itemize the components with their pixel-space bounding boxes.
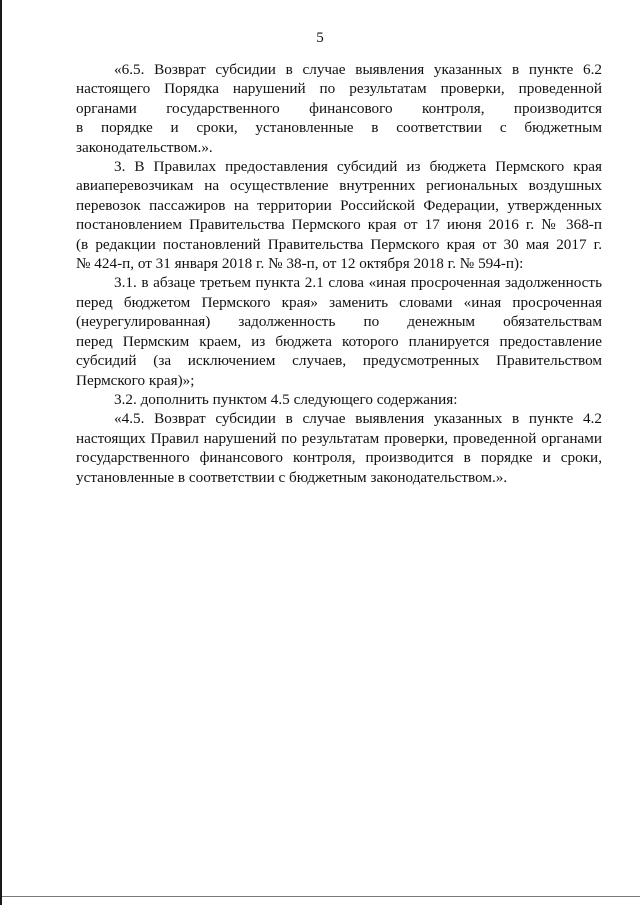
paragraph-3-2 (76, 390, 602, 409)
text-line: в порядке и сроки, установленные в соответствии с бюджетным (76, 119, 602, 137)
text-line: установленные в соответствии с бюджетным законодательством.». (76, 468, 508, 486)
paragraph-3 (76, 157, 602, 273)
text-line: «6.5. Возврат субсидии в случае выявления указанных в пункте 6.2 (114, 61, 602, 78)
text-line: перевозок пассажиров на территории Российской Федерации, утвержденных (76, 196, 602, 214)
text-line: государственного финансового контроля, производится в порядке и сроки, (76, 449, 602, 467)
document-body (76, 60, 602, 487)
text-line: субсидий (за исключением случаев, предусмотренных Правительством (76, 352, 602, 370)
scan-left-edge (0, 0, 2, 905)
text-line: (неурегулированная) задолженность по денежным обязательствам (76, 313, 602, 331)
paragraph-3-1 (76, 273, 602, 389)
paragraph-6-5 (76, 60, 602, 157)
text-line: постановлением Правительства Пермского края от 17 июня 2016 г. № 368-п (76, 216, 602, 234)
text-line: 3.2. дополнить пунктом 4.5 следующего содержания: (114, 390, 458, 408)
text-line: (в редакции постановлений Правительства Пермского края от 30 мая 2017 г. (76, 235, 602, 253)
text-line: перед бюджетом Пермского края» заменить словами «иная просроченная (76, 293, 602, 311)
text-line: настоящих Правил нарушений по результатам проверки, проведенной органами (76, 429, 602, 447)
text-line: органами государственного финансового контроля, производится (76, 99, 602, 117)
text-line: № 424-п, от 31 января 2018 г. № 38-п, от 12 октября 2018 г. № 594-п): (76, 255, 524, 273)
paragraph-4-5 (76, 409, 602, 487)
page-number: 5 (316, 30, 324, 46)
text-line: перед Пермским краем, из бюджета которого планируется предоставление (76, 332, 602, 350)
text-line: авиаперевозчикам на осуществление внутренних региональных воздушных (76, 177, 602, 195)
scan-bottom-edge (2, 896, 640, 897)
text-line: 3. В Правилах предоставления субсидий из бюджета Пермского края (114, 158, 602, 176)
text-line: настоящего Порядка нарушений по результатам проверки, проведенной (76, 80, 602, 98)
text-line: законодательством.». (76, 138, 213, 156)
text-line: Пермского края)»; (76, 371, 195, 389)
text-line: «4.5. Возврат субсидии в случае выявления указанных в пункте 4.2 (114, 410, 602, 428)
text-line: 3.1. в абзаце третьем пункта 2.1 слова «иная просроченная задолженность (114, 274, 602, 292)
